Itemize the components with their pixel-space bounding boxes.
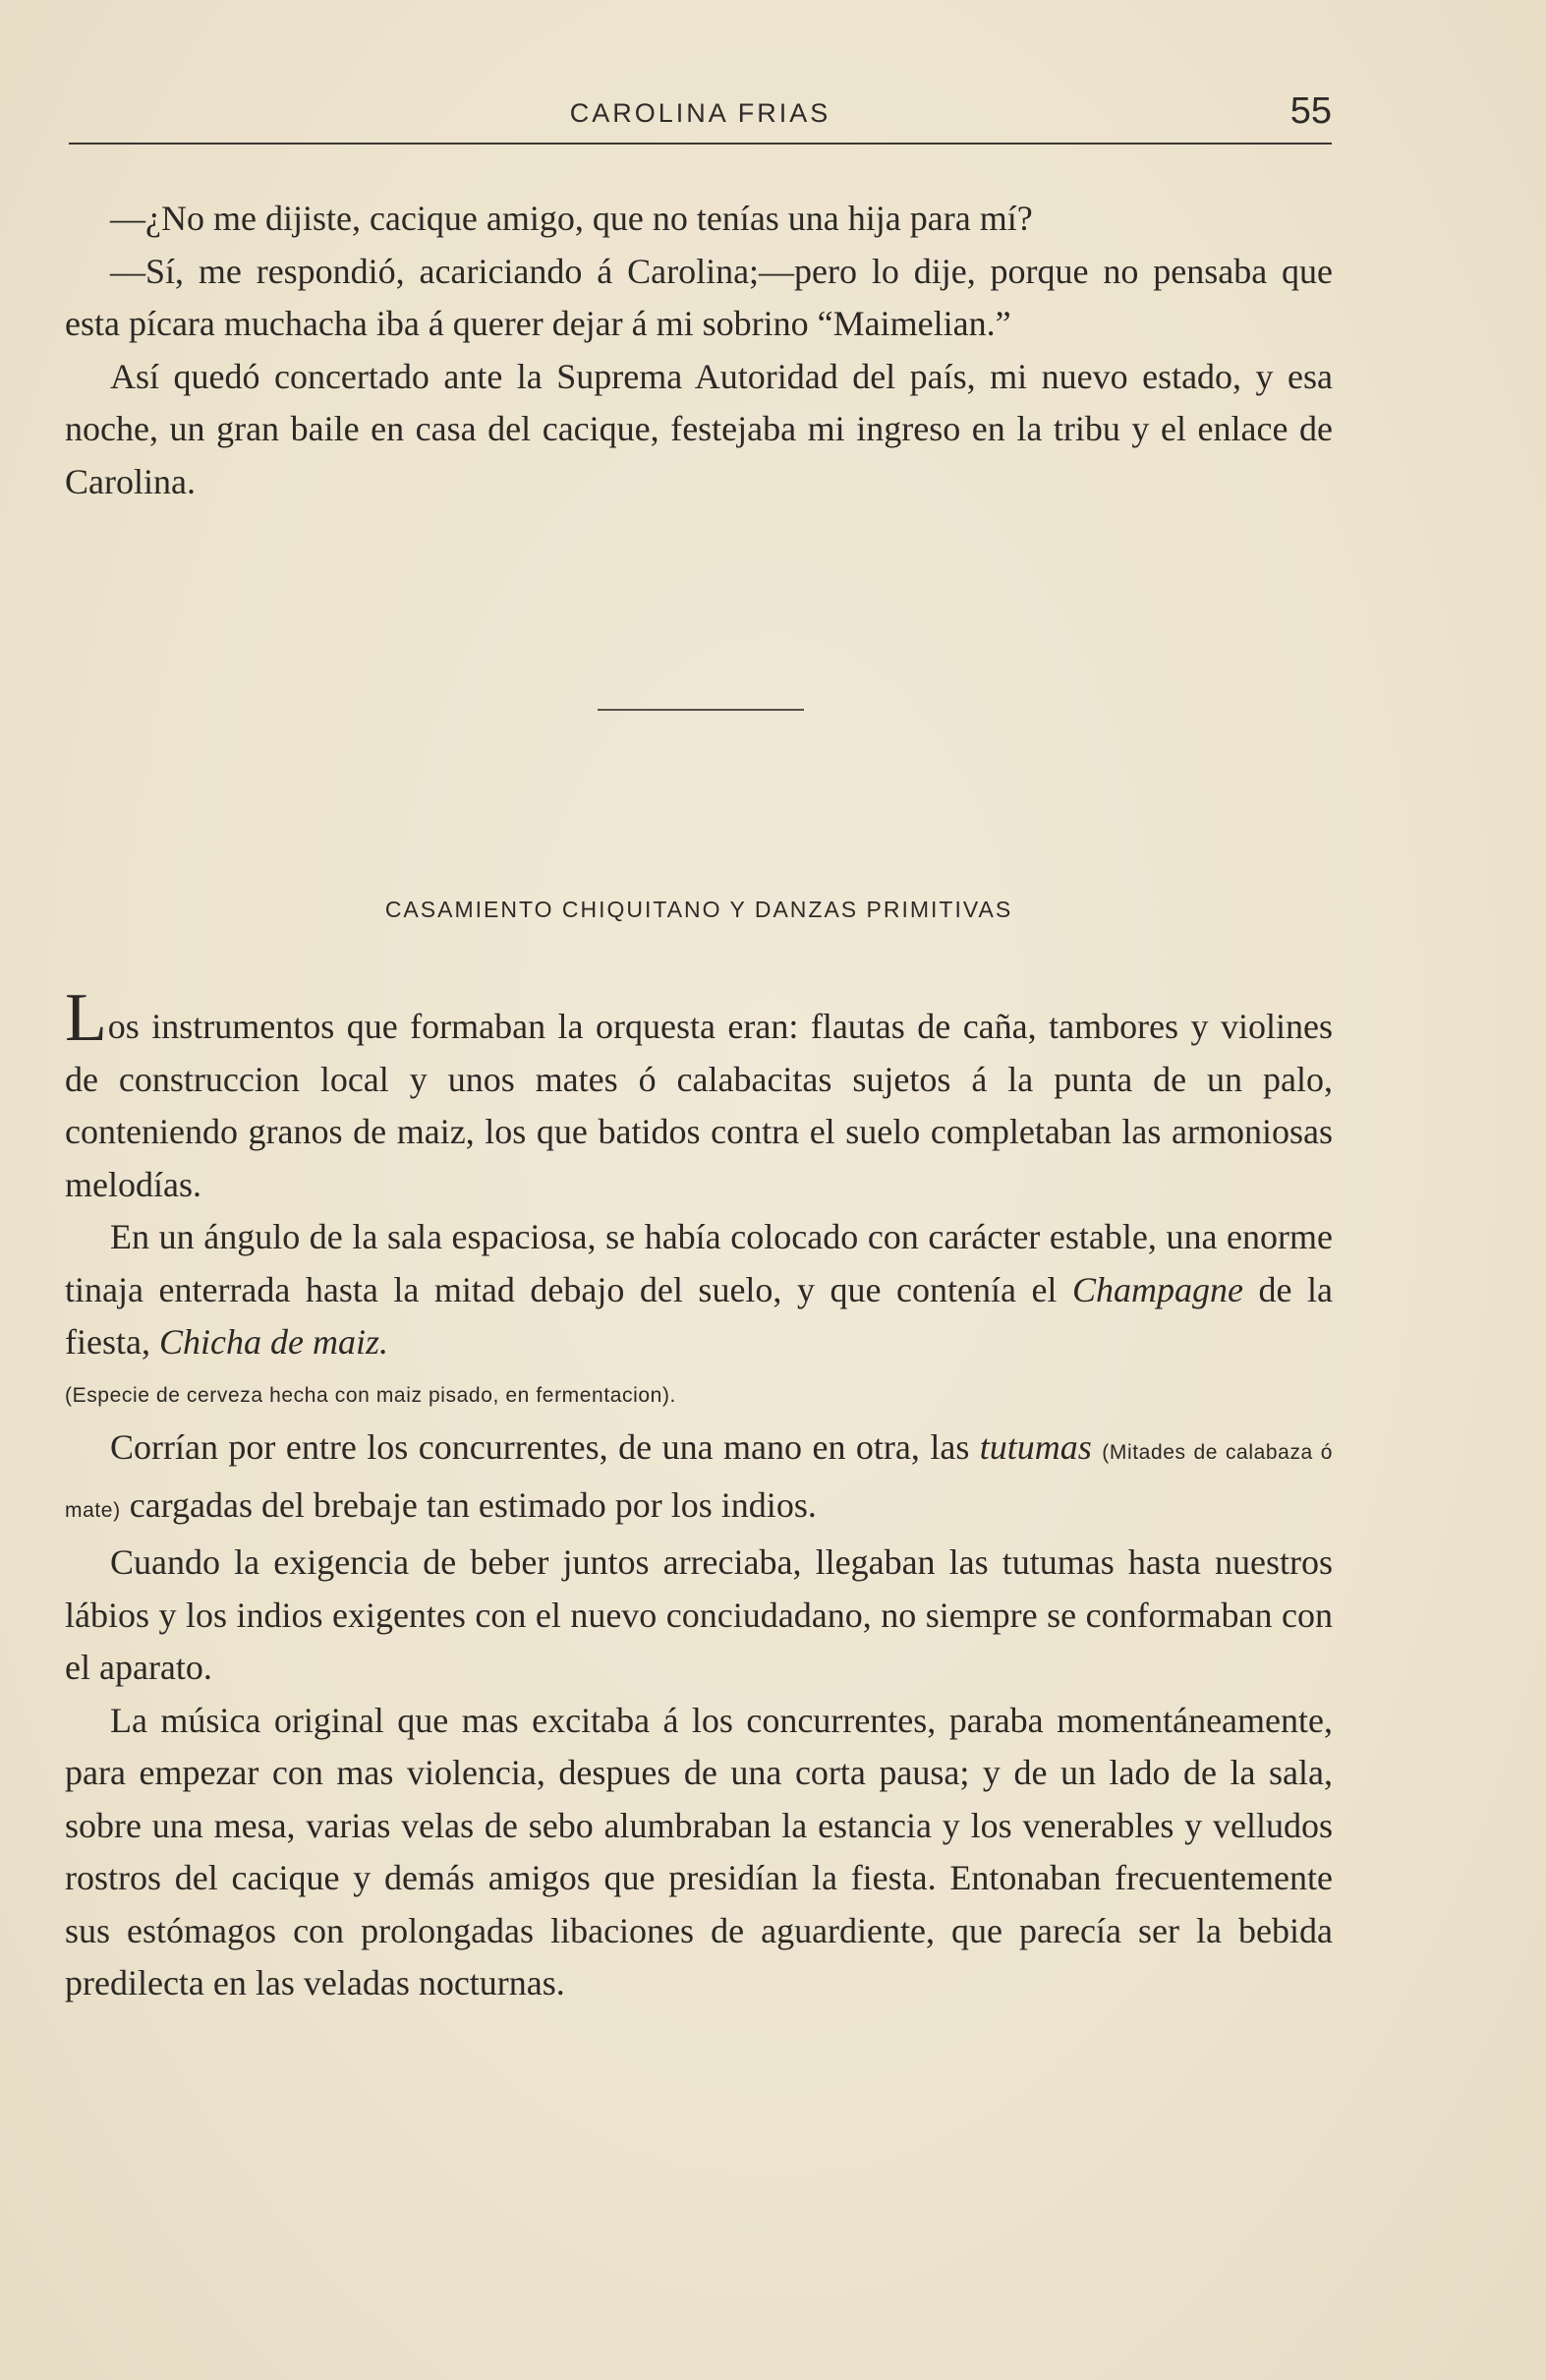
paragraph: —Sí, me respondió, acariciando á Carolina;—pero lo dije, porque no pensaba que esta pícara muchacha iba á querer dejar á mi sobrino “Maimelian.” xyxy=(65,251,1333,343)
paragraph xyxy=(65,1211,1333,1369)
italic-term: tutumas xyxy=(979,1427,1092,1467)
paragraph xyxy=(65,980,1333,1211)
running-title: CAROLINA FRIAS xyxy=(569,98,831,128)
header-rule xyxy=(69,143,1332,145)
running-head xyxy=(69,90,1332,140)
paragraph-text: cargadas del brebaje tan estimado por los indios. xyxy=(120,1484,817,1525)
section-divider xyxy=(598,709,804,711)
paragraph-text: Corrían por entre los concurrentes, de una mano en otra, las xyxy=(110,1427,980,1467)
paragraph-text: de la fiesta, xyxy=(65,1269,1333,1362)
footnote-gloss: (Especie de cerveza hecha con maiz pisado, en fermentacion). xyxy=(65,1383,676,1407)
italic-term: Champagne xyxy=(1071,1269,1243,1309)
paragraph: Así quedó concertado ante la Suprema Autoridad del país, mi nuevo estado, y esa noche, un gran baile en casa del cacique, festejaba mi ingreso en la tribu y el enlace de Carolina. xyxy=(65,356,1333,501)
paragraph-text: os instrumentos que formaban la orquesta eran: flautas de caña, tambores y violines de construccion local y unos mates ó calabacitas sujetos á la punta de un palo, conteniendo granos de maiz, los que batidos contra el suelo completaban las armoniosas melodías. xyxy=(65,1007,1333,1204)
paragraph: Cuando la exigencia de beber juntos arreciaba, llegaban las tutumas hasta nuestros lábios y los indios exigentes con el nuevo conciudadano, no siempre se conformaban con el aparato. xyxy=(65,1542,1333,1687)
paragraph xyxy=(65,1422,1333,1537)
drop-cap: L xyxy=(65,980,107,1056)
italic-term: Chicha de maiz. xyxy=(158,1322,388,1362)
chapter-body xyxy=(65,980,1333,2010)
dialogue-block xyxy=(65,193,1333,508)
paragraph: La música original que mas excitaba á los concurrentes, paraba momentáneamente, para empezar con mas violencia, despues de una corta pausa; y de un lado de la sala, sobre una mesa, varias velas de sebo alumbraban la estancia y los venerables y velludos rostros del cacique y demás amigos que presidían la fiesta. Entonaban frecuentemente sus estómagos con prolongadas libaciones de aguardiente, que parecía ser la bebida predilecta en las veladas nocturnas. xyxy=(65,1700,1333,2003)
inline-gloss: (Mitades de calabaza ó mate) xyxy=(65,1441,1333,1522)
section-heading: CASAMIENTO CHIQUITANO Y DANZAS PRIMITIVAS xyxy=(384,897,1013,922)
paragraph: —¿No me dijiste, cacique amigo, que no tenías una hija para mí? xyxy=(110,199,1033,238)
page-number: 55 xyxy=(1289,90,1332,132)
paragraph-text: En un ángulo de la sala espaciosa, se había colocado con carácter estable, una enorme tinaja enterrada hasta la mitad debajo del suelo, y que contenía el xyxy=(65,1217,1333,1309)
